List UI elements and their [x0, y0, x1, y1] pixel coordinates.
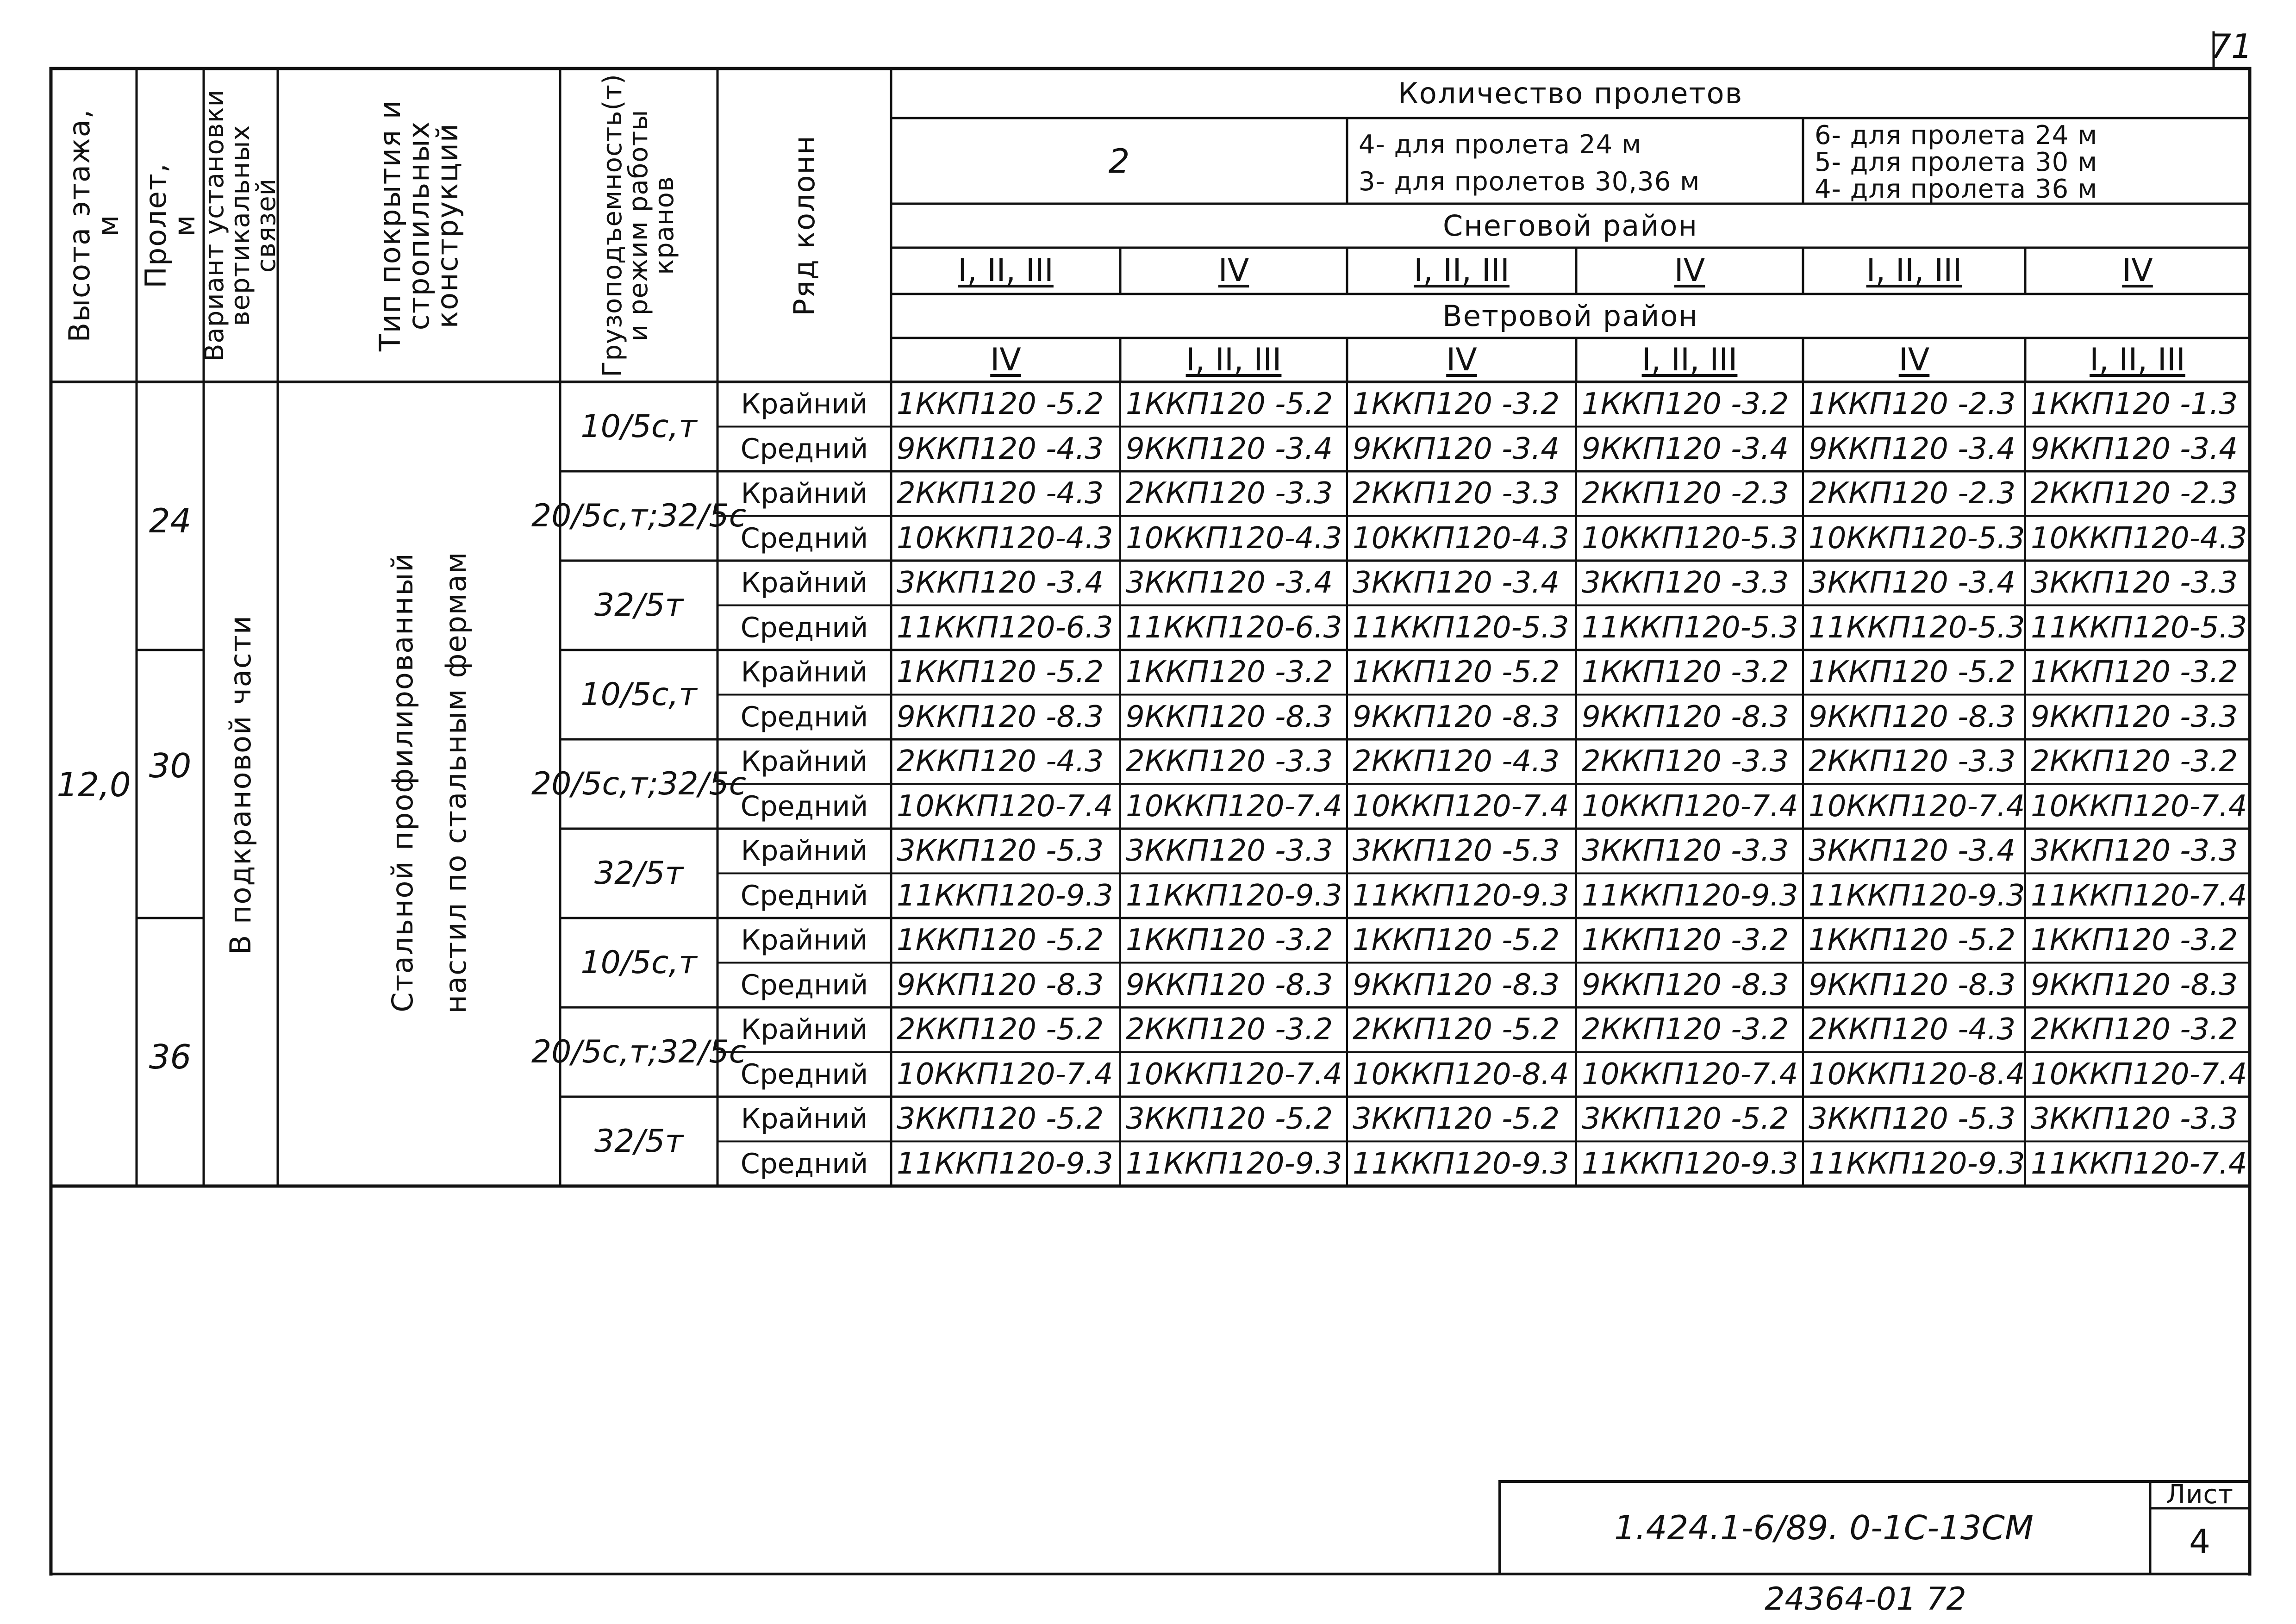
page-number-top: 71 [2210, 27, 2252, 66]
span-group-4-3-line: 4- для пролета 24 м [1359, 130, 1642, 160]
mark-cell: 3ККП120 -3.4 [1809, 566, 2016, 600]
mark-cell: 3ККП120 -3.3 [1126, 834, 1333, 868]
header-crane: Грузоподъемность(т) и режим работы кранов [598, 73, 680, 377]
column-row-type: Крайний [741, 1103, 868, 1136]
mark-cell: 10ККП120-8.4 [1809, 1057, 2025, 1092]
span-group-6-5-4-line: 4- для пролета 36 м [1815, 174, 2098, 204]
mark-cell: 2ККП120 -4.3 [897, 744, 1104, 779]
wind-district: I, II, III [2090, 341, 2185, 378]
crane-capacity: 10/5с,т [580, 944, 697, 981]
mark-cell: 9ККП120 -3.4 [1809, 431, 2016, 466]
height-value: 12,0 [56, 765, 131, 804]
column-row-type: Крайний [741, 388, 868, 421]
span-value: 36 [149, 1037, 192, 1076]
mark-cell: 10ККП120-7.4 [2031, 1057, 2247, 1092]
crane-capacity: 32/5т [594, 1123, 684, 1160]
column-row-type: Крайний [741, 567, 868, 600]
column-row-type: Средний [740, 1147, 868, 1180]
mark-cell: 1ККП120 -5.2 [1126, 387, 1333, 422]
mark-cell: 11ККП120-9.3 [1582, 878, 1798, 913]
mark-cell: 2ККП120 -4.3 [1809, 1012, 2016, 1047]
span-value: 30 [149, 746, 192, 785]
mark-cell: 11ККП120-6.3 [897, 610, 1113, 645]
span-group-2: 2 [1108, 141, 1130, 181]
mark-cell: 11ККП120-9.3 [1126, 1146, 1342, 1181]
column-row-type: Средний [740, 1058, 868, 1091]
mark-cell: 2ККП120 -3.3 [1126, 476, 1333, 511]
mark-cell: 9ККП120 -8.3 [1809, 968, 2016, 1002]
span-group-6-5-4-line: 5- для пролета 30 м [1815, 147, 2098, 177]
mark-cell: 10ККП120-7.4 [1353, 789, 1569, 824]
mark-cell: 11ККП120-5.3 [2031, 610, 2247, 645]
snow-district: I, II, III [1414, 252, 1510, 289]
mark-cell: 1ККП120 -3.2 [2031, 923, 2238, 958]
roof-line-2: настил по стальным фермам [439, 551, 473, 1014]
column-row-type: Средний [740, 879, 868, 912]
mark-cell: 9ККП120 -3.4 [1126, 431, 1333, 466]
mark-cell: 10ККП120-4.3 [2031, 521, 2247, 556]
mark-cell: 10ККП120-7.4 [1126, 1057, 1342, 1092]
header-variant: Вариант установки вертикальных связей [200, 89, 281, 362]
column-row-type: Крайний [741, 924, 868, 957]
mark-cell: 9ККП120 -8.3 [897, 700, 1104, 734]
mark-cell: 10ККП120-7.4 [1582, 789, 1798, 824]
mark-cell: 1ККП120 -5.2 [897, 655, 1104, 690]
sheet-number: 4 [2189, 1522, 2210, 1561]
column-row-type: Средний [740, 611, 868, 644]
mark-cell: 2ККП120 -3.2 [2031, 1012, 2238, 1047]
mark-cell: 10ККП120-5.3 [1582, 521, 1798, 556]
crane-capacity: 32/5т [594, 855, 684, 892]
mark-cell: 2ККП120 -4.3 [1353, 744, 1560, 779]
column-row-type: Средний [740, 432, 868, 465]
mark-cell: 3ККП120 -3.3 [2031, 566, 2238, 600]
wind-district: IV [1446, 341, 1477, 378]
crane-capacity: 10/5с,т [580, 676, 697, 713]
header-row: Ряд колонн [787, 134, 821, 316]
snow-district: I, II, III [958, 252, 1054, 289]
mark-cell: 11ККП120-9.3 [897, 878, 1113, 913]
mark-cell: 9ККП120 -8.3 [1582, 700, 1789, 734]
mark-cell: 9ККП120 -8.3 [1126, 968, 1333, 1002]
header-height: Высота этажа, м [62, 108, 125, 343]
mark-cell: 1ККП120 -5.2 [1809, 923, 2016, 958]
mark-cell: 1ККП120 -3.2 [1126, 923, 1333, 958]
column-row-type: Средний [740, 700, 868, 733]
mark-cell: 3ККП120 -3.3 [1582, 566, 1789, 600]
mark-cell: 10ККП120-4.3 [1126, 521, 1342, 556]
mark-cell: 11ККП120-7.4 [2031, 878, 2247, 913]
mark-cell: 3ККП120 -5.3 [1353, 834, 1560, 868]
crane-capacity: 20/5с,т;32/5с [531, 765, 747, 802]
mark-cell: 3ККП120 -3.4 [897, 566, 1104, 600]
mark-cell: 11ККП120-9.3 [1809, 1146, 2025, 1181]
document-code: 1.424.1-6/89. 0-1С-13СМ [1614, 1508, 2034, 1547]
mark-cell: 11ККП120-5.3 [1353, 610, 1569, 645]
mark-cell: 10ККП120-4.3 [1353, 521, 1569, 556]
column-row-type: Крайний [741, 1013, 868, 1046]
sheet-label: Лист [2166, 1480, 2234, 1510]
mark-cell: 9ККП120 -8.3 [2031, 968, 2238, 1002]
crane-capacity: 20/5с,т;32/5с [531, 1033, 747, 1070]
mark-cell: 11ККП120-9.3 [1582, 1146, 1798, 1181]
mark-cell: 3ККП120 -5.3 [897, 834, 1104, 868]
mark-cell: 9ККП120 -8.3 [1582, 968, 1789, 1002]
mark-cell: 3ККП120 -5.3 [1809, 1102, 2016, 1137]
header-span: Пролет, м [138, 162, 201, 288]
mark-cell: 1ККП120 -5.2 [897, 387, 1104, 422]
mark-cell: 1ККП120 -5.2 [1353, 923, 1560, 958]
mark-cell: 2ККП120 -3.2 [1126, 1012, 1333, 1047]
snow-district: I, II, III [1866, 252, 1962, 289]
mark-cell: 2ККП120 -5.2 [1353, 1012, 1560, 1047]
mark-cell: 9ККП120 -3.4 [1582, 431, 1789, 466]
mark-cell: 1ККП120 -1.3 [2031, 387, 2238, 422]
mark-cell: 1ККП120 -3.2 [1582, 655, 1789, 690]
snow-title: Снеговой район [1442, 208, 1698, 243]
mark-cell: 2ККП120 -5.2 [897, 1012, 1104, 1047]
mark-cell: 10ККП120-4.3 [897, 521, 1113, 556]
mark-cell: 2ККП120 -3.2 [2031, 744, 2238, 779]
mark-cell: 3ККП120 -5.2 [1353, 1102, 1560, 1137]
column-row-type: Средний [740, 522, 868, 555]
mark-cell: 10ККП120-7.4 [897, 1057, 1113, 1092]
mark-cell: 11ККП120-9.3 [1353, 878, 1569, 913]
mark-cell: 3ККП120 -3.4 [1126, 566, 1333, 600]
mark-cell: 2ККП120 -3.3 [1809, 744, 2016, 779]
mark-cell: 2ККП120 -3.3 [1582, 744, 1789, 779]
crane-capacity: 32/5т [594, 587, 684, 624]
wind-district: IV [990, 341, 1021, 378]
mark-cell: 1ККП120 -3.2 [1353, 387, 1560, 422]
snow-district: IV [1674, 252, 1705, 289]
mark-cell: 3ККП120 -3.4 [1353, 566, 1560, 600]
mark-cell: 11ККП120-6.3 [1126, 610, 1342, 645]
mark-cell: 2ККП120 -2.3 [2031, 476, 2238, 511]
mark-cell: 9ККП120 -8.3 [1809, 700, 2016, 734]
spans-title: Количество пролетов [1398, 76, 1743, 110]
bottom-stamp: 24364-01 72 [1765, 1581, 1966, 1618]
mark-cell: 3ККП120 -3.3 [2031, 1102, 2238, 1137]
mark-cell: 2ККП120 -4.3 [897, 476, 1104, 511]
mark-cell: 3ККП120 -3.3 [1582, 834, 1789, 868]
mark-cell: 1ККП120 -3.2 [1126, 655, 1333, 690]
column-row-type: Крайний [741, 656, 868, 689]
mark-cell: 11ККП120-5.3 [1582, 610, 1798, 645]
mark-cell: 9ККП120 -3.3 [2031, 700, 2238, 734]
mark-cell: 9ККП120 -3.4 [1353, 431, 1560, 466]
mark-cell: 11ККП120-7.4 [2031, 1146, 2247, 1181]
mark-cell: 2ККП120 -3.3 [1353, 476, 1560, 511]
wind-title: Ветровой район [1442, 299, 1698, 333]
mark-cell: 10ККП120-7.4 [897, 789, 1113, 824]
mark-cell: 9ККП120 -4.3 [897, 431, 1104, 466]
mark-cell: 10ККП120-7.4 [1126, 789, 1342, 824]
mark-cell: 2ККП120 -2.3 [1809, 476, 2016, 511]
mark-cell: 9ККП120 -8.3 [1353, 968, 1560, 1002]
wind-district: I, II, III [1185, 341, 1282, 378]
variant-text: В подкрановой части [224, 614, 257, 955]
mark-cell: 9ККП120 -8.3 [1126, 700, 1333, 734]
mark-cell: 2ККП120 -2.3 [1582, 476, 1789, 511]
mark-cell: 2ККП120 -3.2 [1582, 1012, 1789, 1047]
crane-capacity: 20/5с,т;32/5с [531, 497, 747, 534]
mark-cell: 9ККП120 -3.4 [2031, 431, 2238, 466]
column-row-type: Средний [740, 968, 868, 1001]
mark-cell: 10ККП120-7.4 [2031, 789, 2247, 824]
wind-district: IV [1898, 341, 1930, 378]
mark-cell: 11ККП120-9.3 [1126, 878, 1342, 913]
column-row-type: Крайний [741, 477, 868, 510]
mark-cell: 10ККП120-7.4 [1582, 1057, 1798, 1092]
mark-cell: 9ККП120 -8.3 [1353, 700, 1560, 734]
column-row-type: Средний [740, 790, 868, 823]
span-group-4-3-line: 3- для пролетов 30,36 м [1359, 167, 1700, 197]
mark-cell: 11ККП120-5.3 [1809, 610, 2025, 645]
mark-cell: 1ККП120 -2.3 [1809, 387, 2016, 422]
mark-cell: 1ККП120 -3.2 [2031, 655, 2238, 690]
mark-cell: 1ККП120 -5.2 [1809, 655, 2016, 690]
span-value: 24 [149, 501, 192, 540]
mark-cell: 3ККП120 -5.2 [897, 1102, 1104, 1137]
mark-cell: 10ККП120-8.4 [1353, 1057, 1569, 1092]
mark-cell: 1ККП120 -3.2 [1582, 387, 1789, 422]
roof-line-1: Стальной профилированный [386, 552, 419, 1012]
column-row-type: Крайний [741, 745, 868, 778]
mark-cell: 3ККП120 -3.4 [1809, 834, 2016, 868]
mark-cell: 11ККП120-9.3 [897, 1146, 1113, 1181]
mark-cell: 9ККП120 -8.3 [897, 968, 1104, 1002]
mark-cell: 1ККП120 -5.2 [1353, 655, 1560, 690]
snow-district: IV [1218, 252, 1249, 289]
mark-cell: 3ККП120 -5.2 [1126, 1102, 1333, 1137]
mark-cell: 10ККП120-5.3 [1809, 521, 2025, 556]
mark-cell: 1ККП120 -5.2 [897, 923, 1104, 958]
mark-cell: 3ККП120 -5.2 [1582, 1102, 1789, 1137]
mark-cell: 1ККП120 -3.2 [1582, 923, 1789, 958]
header-roof: Тип покрытия и стропильных конструкций [373, 99, 464, 351]
snow-district: IV [2122, 252, 2153, 289]
mark-cell: 11ККП120-9.3 [1353, 1146, 1569, 1181]
mark-cell: 3ККП120 -3.3 [2031, 834, 2238, 868]
column-row-type: Крайний [741, 835, 868, 868]
wind-district: I, II, III [1641, 341, 1738, 378]
mark-cell: 10ККП120-7.4 [1809, 789, 2025, 824]
mark-cell: 2ККП120 -3.3 [1126, 744, 1333, 779]
crane-capacity: 10/5с,т [580, 408, 697, 445]
mark-cell: 11ККП120-9.3 [1809, 878, 2025, 913]
span-group-6-5-4-line: 6- для пролета 24 м [1815, 120, 2098, 150]
